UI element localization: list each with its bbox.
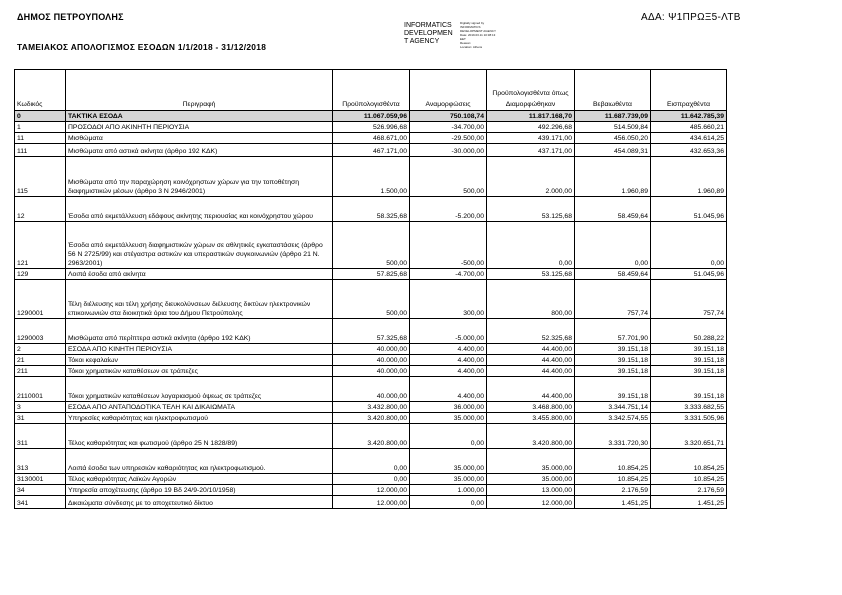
row-budget: 40.000,00 bbox=[333, 344, 410, 355]
row-final-budget: 2.000,00 bbox=[487, 157, 575, 197]
row-certified: 3.344.751,14 bbox=[575, 402, 651, 413]
row-certified: 2.176,59 bbox=[575, 485, 651, 496]
row-code: 34 bbox=[15, 485, 66, 496]
row-budget: 12.000,00 bbox=[333, 485, 410, 496]
table-row bbox=[15, 269, 727, 280]
table-row bbox=[15, 319, 727, 344]
row-budget: 500,00 bbox=[333, 280, 410, 319]
table-row bbox=[15, 157, 727, 197]
row-collected: 39.151,18 bbox=[651, 377, 727, 402]
row-collected: 2.176,59 bbox=[651, 485, 727, 496]
row-description: Τόκοι χρηματικών καταθέσεων λογαριασμού όψεως σε τράπεζες bbox=[66, 377, 333, 402]
row-description: Μισθώματα bbox=[66, 133, 333, 144]
row-certified: 58.459,64 bbox=[575, 197, 651, 222]
table-row bbox=[15, 424, 727, 449]
row-amendment: 35.000,00 bbox=[410, 474, 487, 485]
row-budget: 468.671,00 bbox=[333, 133, 410, 144]
table-header-row bbox=[15, 70, 727, 111]
col-header-description: Περιγραφή bbox=[66, 70, 333, 111]
row-final-budget: 52.325,68 bbox=[487, 319, 575, 344]
row-collected: 11.642.785,39 bbox=[651, 111, 727, 122]
table-row bbox=[15, 402, 727, 413]
row-final-budget: 35.000,00 bbox=[487, 449, 575, 474]
row-certified: 3.342.574,55 bbox=[575, 413, 651, 424]
row-description: Μισθώματα από αστικά ακίνητα (άρθρο 192 ΚΔΚ) bbox=[66, 144, 333, 157]
row-final-budget: 53.125,68 bbox=[487, 197, 575, 222]
table-row bbox=[15, 366, 727, 377]
row-budget: 467.171,00 bbox=[333, 144, 410, 157]
row-budget: 500,00 bbox=[333, 222, 410, 269]
row-budget: 3.432.800,00 bbox=[333, 402, 410, 413]
row-collected: 51.045,96 bbox=[651, 269, 727, 280]
row-certified: 454.089,31 bbox=[575, 144, 651, 157]
row-collected: 434.614,25 bbox=[651, 133, 727, 144]
row-final-budget: 492.296,68 bbox=[487, 122, 575, 133]
row-code: 12 bbox=[15, 197, 66, 222]
row-final-budget: 44.400,00 bbox=[487, 366, 575, 377]
col-header-code: Κωδικός bbox=[15, 70, 66, 111]
stamp-detail: Date: 2019.03.11 10:38:13 bbox=[460, 33, 496, 37]
row-collected: 485.660,21 bbox=[651, 122, 727, 133]
row-certified: 0,00 bbox=[575, 222, 651, 269]
row-code: 21 bbox=[15, 355, 66, 366]
row-collected: 1.960,89 bbox=[651, 157, 727, 197]
row-collected: 3.331.505,96 bbox=[651, 413, 727, 424]
row-code: 1 bbox=[15, 122, 66, 133]
row-code: 115 bbox=[15, 157, 66, 197]
row-budget: 40.000,00 bbox=[333, 355, 410, 366]
row-certified: 10.854,25 bbox=[575, 449, 651, 474]
row-certified: 39.151,18 bbox=[575, 344, 651, 355]
col-header-final-budget: Προϋπολογισθέντα όπως Διαμορφώθηκαν bbox=[487, 70, 575, 111]
row-collected: 0,00 bbox=[651, 222, 727, 269]
row-final-budget: 3.455.800,00 bbox=[487, 413, 575, 424]
row-final-budget: 3.468.800,00 bbox=[487, 402, 575, 413]
row-certified: 10.854,25 bbox=[575, 474, 651, 485]
row-code: 2 bbox=[15, 344, 66, 355]
row-description: Τέλος καθαριότητας και φωτισμού (άρθρο 25 Ν 1828/89) bbox=[66, 424, 333, 449]
row-code: 11 bbox=[15, 133, 66, 144]
row-amendment: -5.200,00 bbox=[410, 197, 487, 222]
row-final-budget: 439.171,00 bbox=[487, 133, 575, 144]
ada-code: ΑΔΑ: Ψ1ΠΡΩΞ5-ΛΤΒ bbox=[641, 12, 741, 23]
row-collected: 39.151,18 bbox=[651, 355, 727, 366]
row-code: 111 bbox=[15, 144, 66, 157]
row-amendment: 4.400,00 bbox=[410, 377, 487, 402]
row-budget: 57.325,68 bbox=[333, 319, 410, 344]
stamp-detail: Reason: bbox=[460, 41, 472, 45]
stamp-detail: DEVELOPMENT AGENCY bbox=[460, 29, 496, 33]
revenue-table bbox=[14, 69, 727, 509]
row-amendment: 1.000,00 bbox=[410, 485, 487, 496]
row-code: 211 bbox=[15, 366, 66, 377]
row-amendment: -30.000,00 bbox=[410, 144, 487, 157]
row-budget: 12.000,00 bbox=[333, 496, 410, 509]
row-certified: 1.960,89 bbox=[575, 157, 651, 197]
row-budget: 526.996,68 bbox=[333, 122, 410, 133]
row-final-budget: 44.400,00 bbox=[487, 344, 575, 355]
row-code: 1290003 bbox=[15, 319, 66, 344]
row-amendment: 35.000,00 bbox=[410, 449, 487, 474]
row-certified: 757,74 bbox=[575, 280, 651, 319]
row-code: 313 bbox=[15, 449, 66, 474]
table-row bbox=[15, 496, 727, 509]
row-amendment: 4.400,00 bbox=[410, 366, 487, 377]
stamp-line: DEVELOPMEN bbox=[404, 30, 453, 37]
row-certified: 11.687.739,09 bbox=[575, 111, 651, 122]
row-code: 3 bbox=[15, 402, 66, 413]
row-description: Υπηρεσίες καθαριότητας και ηλεκτροφωτισμού bbox=[66, 413, 333, 424]
row-budget: 3.420.800,00 bbox=[333, 413, 410, 424]
table-row bbox=[15, 133, 727, 144]
row-amendment: 500,00 bbox=[410, 157, 487, 197]
row-amendment: 300,00 bbox=[410, 280, 487, 319]
row-final-budget: 800,00 bbox=[487, 280, 575, 319]
signature-details bbox=[460, 21, 496, 49]
table-row bbox=[15, 485, 727, 496]
row-budget: 0,00 bbox=[333, 474, 410, 485]
row-final-budget: 12.000,00 bbox=[487, 496, 575, 509]
row-final-budget: 13.000,00 bbox=[487, 485, 575, 496]
stamp-detail: Location: Athens bbox=[460, 45, 483, 49]
row-budget: 1.500,00 bbox=[333, 157, 410, 197]
row-amendment: -29.500,00 bbox=[410, 133, 487, 144]
row-certified: 39.151,18 bbox=[575, 366, 651, 377]
row-budget: 40.000,00 bbox=[333, 377, 410, 402]
row-description: ΕΣΟΔΑ ΑΠΟ ΚΙΝΗΤΗ ΠΕΡΙΟΥΣΙΑ bbox=[66, 344, 333, 355]
stamp-line: T AGENCY bbox=[404, 38, 440, 45]
row-amendment: -34.700,00 bbox=[410, 122, 487, 133]
row-code: 3130001 bbox=[15, 474, 66, 485]
table-row bbox=[15, 144, 727, 157]
row-final-budget: 53.125,68 bbox=[487, 269, 575, 280]
table-row bbox=[15, 474, 727, 485]
row-description: Δικαιώματα σύνδεσης με το αποχετευτικό δίκτυο bbox=[66, 496, 333, 509]
row-final-budget: 11.817.168,70 bbox=[487, 111, 575, 122]
row-collected: 10.854,25 bbox=[651, 449, 727, 474]
row-certified: 514.509,84 bbox=[575, 122, 651, 133]
row-code: 129 bbox=[15, 269, 66, 280]
row-budget: 40.000,00 bbox=[333, 366, 410, 377]
row-budget: 3.420.800,00 bbox=[333, 424, 410, 449]
row-final-budget: 437.171,00 bbox=[487, 144, 575, 157]
table-row bbox=[15, 449, 727, 474]
row-description: ΠΡΟΣΟΔΟΙ ΑΠΟ ΑΚΙΝΗΤΗ ΠΕΡΙΟΥΣΙΑ bbox=[66, 122, 333, 133]
col-header-certified: Βεβαιωθέντα bbox=[575, 70, 651, 111]
table-row bbox=[15, 344, 727, 355]
row-amendment: 4.400,00 bbox=[410, 355, 487, 366]
row-final-budget: 0,00 bbox=[487, 222, 575, 269]
row-amendment: 36.000,00 bbox=[410, 402, 487, 413]
row-certified: 39.151,18 bbox=[575, 355, 651, 366]
row-description: Μισθώματα από την παραχώρηση κοινόχρηστων χώρων για την τοποθέτηση διαφημιστικών μέσων (άρθρο 3 Ν 2946/2001) bbox=[66, 157, 333, 197]
table-row bbox=[15, 122, 727, 133]
row-description: Έσοδα από εκμετάλλευση εδάφους ακίνητης περιουσίας και κοινόχρηστου χώρου bbox=[66, 197, 333, 222]
row-description: Τέλη διέλευσης και τέλη χρήσης διευκολύνσεων διέλευσης δικτύων ηλεκτρονικών επικοινωνιών στα διοικητικά όρια του Δήμου Πετρούπολης bbox=[66, 280, 333, 319]
row-code: 2110001 bbox=[15, 377, 66, 402]
col-header-collected: Εισπραχθέντα bbox=[651, 70, 727, 111]
row-description: Τέλος καθαριότητας Λαϊκών Αγορών bbox=[66, 474, 333, 485]
row-amendment: -500,00 bbox=[410, 222, 487, 269]
row-description: Λοιπά έσοδα από ακίνητα bbox=[66, 269, 333, 280]
table-row bbox=[15, 197, 727, 222]
row-description: Έσοδα από εκμετάλλευση διαφημιστικών χώρων σε αθλητικές εγκαταστάσεις (άρθρο 56 Ν 2725/99) και στέγαστρα αστικών και υπεραστικών συγκοινωνιών (άρθρο 21 Ν. 2963/2001) bbox=[66, 222, 333, 269]
row-final-budget: 44.400,00 bbox=[487, 377, 575, 402]
table-row bbox=[15, 280, 727, 319]
row-final-budget: 3.420.800,00 bbox=[487, 424, 575, 449]
row-code: 121 bbox=[15, 222, 66, 269]
municipality-name: ΔΗΜΟΣ ΠΕΤΡΟΥΠΟΛΗΣ bbox=[17, 12, 124, 22]
col-header-amendments: Αναμορφώσεις bbox=[410, 70, 487, 111]
row-code: 311 bbox=[15, 424, 66, 449]
row-budget: 58.325,68 bbox=[333, 197, 410, 222]
row-description: Υπηρεσία αποχέτευσης (άρθρο 19 Βδ 24/9-20/10/1958) bbox=[66, 485, 333, 496]
row-code: 341 bbox=[15, 496, 66, 509]
row-certified: 39.151,18 bbox=[575, 377, 651, 402]
row-description: ΕΣΟΔΑ ΑΠΟ ΑΝΤΑΠΟΔΟΤΙΚΑ ΤΕΛΗ ΚΑΙ ΔΙΚΑΙΩΜΑΤΑ bbox=[66, 402, 333, 413]
row-amendment: -5.000,00 bbox=[410, 319, 487, 344]
row-code: 1290001 bbox=[15, 280, 66, 319]
row-amendment: 750.108,74 bbox=[410, 111, 487, 122]
row-collected: 39.151,18 bbox=[651, 344, 727, 355]
row-final-budget: 44.400,00 bbox=[487, 355, 575, 366]
report-title: ΤΑΜΕΙΑΚΟΣ ΑΠΟΛΟΓΙΣΜΟΣ ΕΣΟΔΩΝ 1/1/2018 - 31/12/2018 bbox=[17, 42, 267, 52]
table-row bbox=[15, 222, 727, 269]
row-budget: 11.067.059,96 bbox=[333, 111, 410, 122]
row-code: 0 bbox=[15, 111, 66, 122]
row-certified: 1.451,25 bbox=[575, 496, 651, 509]
row-amendment: 4.400,00 bbox=[410, 344, 487, 355]
row-amendment: 0,00 bbox=[410, 496, 487, 509]
row-collected: 3.320.651,71 bbox=[651, 424, 727, 449]
stamp-detail: EET bbox=[460, 37, 466, 41]
row-collected: 10.854,25 bbox=[651, 474, 727, 485]
row-collected: 51.045,96 bbox=[651, 197, 727, 222]
row-final-budget: 35.000,00 bbox=[487, 474, 575, 485]
table-row bbox=[15, 355, 727, 366]
row-amendment: 0,00 bbox=[410, 424, 487, 449]
row-collected: 1.451,25 bbox=[651, 496, 727, 509]
row-code: 31 bbox=[15, 413, 66, 424]
row-description: Μισθώματα από περίπτερα αστικά ακίνητα (άρθρο 192 ΚΔΚ) bbox=[66, 319, 333, 344]
row-collected: 39.151,18 bbox=[651, 366, 727, 377]
stamp-detail: INFORMATICS bbox=[460, 25, 481, 29]
table-row bbox=[15, 111, 727, 122]
row-certified: 3.331.720,30 bbox=[575, 424, 651, 449]
table-row bbox=[15, 413, 727, 424]
row-amendment: 35.000,00 bbox=[410, 413, 487, 424]
col-header-budget: Προϋπολογισθέντα bbox=[333, 70, 410, 111]
row-budget: 0,00 bbox=[333, 449, 410, 474]
row-collected: 757,74 bbox=[651, 280, 727, 319]
signature-stamp bbox=[404, 22, 453, 46]
row-description: Τόκοι χρηματικών καταθέσεων σε τράπεζες bbox=[66, 366, 333, 377]
row-description: Λοιπά έσοδα των υπηρεσιών καθαριότητας και ηλεκτροφωτισμού. bbox=[66, 449, 333, 474]
table-row bbox=[15, 377, 727, 402]
row-collected: 50.288,22 bbox=[651, 319, 727, 344]
row-description: Τόκοι κεφαλαίων bbox=[66, 355, 333, 366]
row-description: ΤΑΚΤΙΚΑ ΕΣΟΔΑ bbox=[66, 111, 333, 122]
row-budget: 57.825,68 bbox=[333, 269, 410, 280]
table-body bbox=[15, 111, 727, 509]
stamp-detail: Digitally signed by bbox=[460, 21, 485, 25]
row-certified: 57.701,90 bbox=[575, 319, 651, 344]
row-collected: 432.653,36 bbox=[651, 144, 727, 157]
row-amendment: -4.700,00 bbox=[410, 269, 487, 280]
row-collected: 3.333.682,55 bbox=[651, 402, 727, 413]
row-certified: 58.459,64 bbox=[575, 269, 651, 280]
row-certified: 456.050,20 bbox=[575, 133, 651, 144]
stamp-line: INFORMATICS bbox=[404, 22, 452, 29]
